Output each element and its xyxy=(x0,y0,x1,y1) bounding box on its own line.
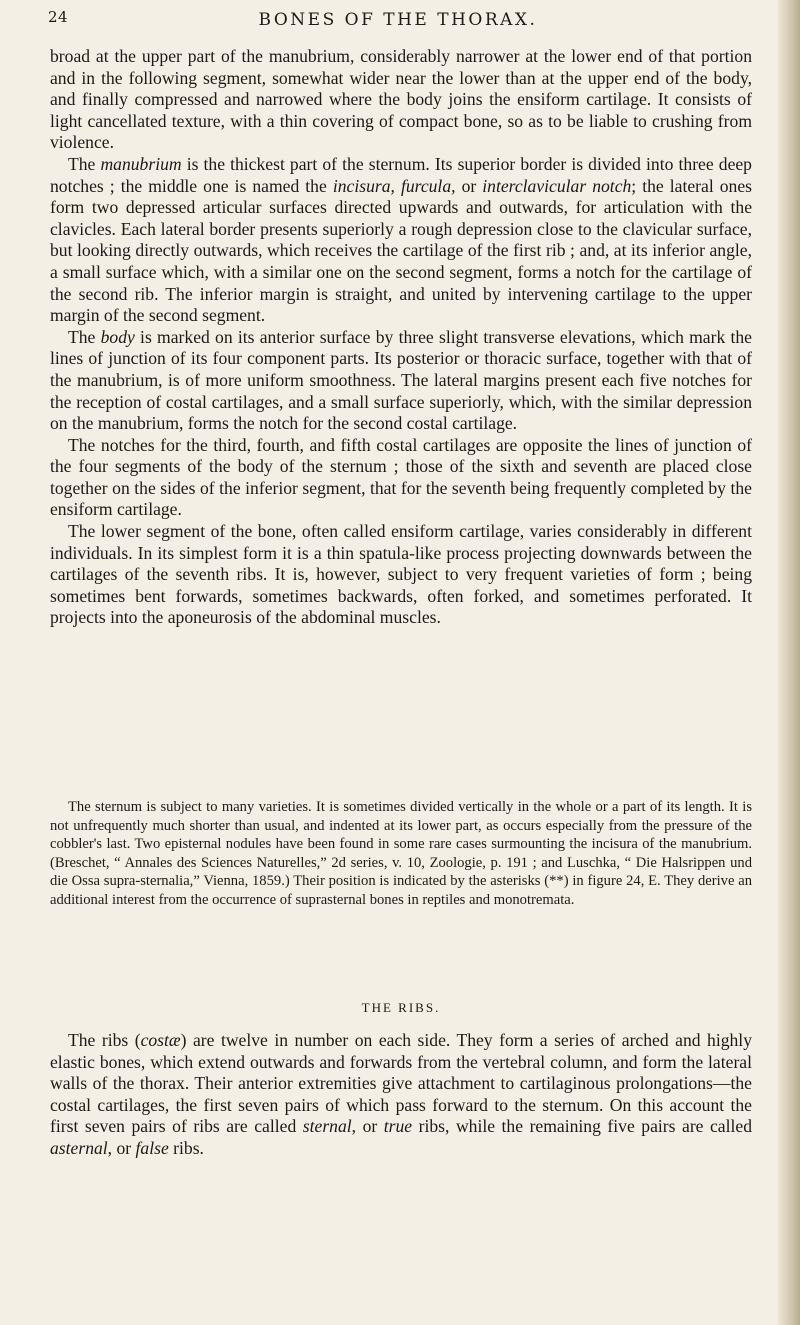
page-number: 24 xyxy=(48,8,69,26)
text-run: , or xyxy=(107,1137,136,1158)
small-print-note xyxy=(50,798,752,910)
text-run: The lower segment of the bone, often called ensiform cartilage, varies considerably in different individuals. In its simplest form it is a thin spatula-like process projecting downwards between the cartilages of the seventh ribs. It is, however, subject to very frequent varieties of form ; being sometimes bent forwards, sometimes backwards, often forked, and sometimes perforated. It projects into the aponeurosis of the abdominal muscles. xyxy=(50,521,752,628)
running-head: BONES OF THE THORAX. xyxy=(258,10,538,30)
italic-term: interclavicular notch xyxy=(482,175,632,196)
italic-term: false xyxy=(135,1137,169,1158)
text-run: ; the lateral ones form two depressed articular surfaces directed upwards and outwards, for articulation with the clavicles. Each lateral border presents superiorly a rough depression close to the clavicular surface, but looking directly outwards, which receives the cartilage of the first rib ; and, at its inferior angle, a small surface which, with a similar one on the second segment, forms a notch for the cartilage of the second rib. The inferior margin is straight, and united by intervening cartilage to the upper margin of the second segment. xyxy=(50,175,752,326)
text-run: The ribs ( xyxy=(68,1030,141,1050)
italic-term: costæ xyxy=(140,1030,181,1050)
text-run: ribs, while the remaining five pairs are called xyxy=(412,1116,753,1137)
text-run: The notches for the third, fourth, and fifth costal cartilages are opposite the lines of junction of the four segments of the body of the sternum ; those of the sixth and seventh are placed close together on the sides of the inferior segment, that for the seventh being frequently completed by the ensiform cartilage. xyxy=(50,434,752,520)
text-run: The xyxy=(68,153,101,174)
italic-term: asternal xyxy=(50,1137,108,1158)
page-header xyxy=(48,8,748,38)
paragraph-notches xyxy=(50,435,752,521)
text-run: , or xyxy=(351,1116,384,1137)
paragraph-ribs xyxy=(50,1030,752,1160)
text-run: or xyxy=(455,175,483,196)
text-run: broad at the upper part of the manubrium, considerably narrower at the lower end of that portion and in the following segment, somewhat wider near the lower than at the upper end of the body, and finally compressed and narrowed where the body joins the ensiform cartilage. It consists of light cancellated texture, with a thin covering of compact bone, so as to be liable to crushing from violence. xyxy=(50,46,752,153)
italic-term: body xyxy=(100,326,135,347)
book-spine-shadow xyxy=(778,0,800,1325)
italic-term: incisura, furcula, xyxy=(332,175,456,196)
italic-term: true xyxy=(383,1116,413,1137)
paragraph-manubrium xyxy=(50,154,752,327)
section-heading: THE RIBS. xyxy=(361,1000,441,1015)
text-run: is marked on its anterior surface by three slight transverse elevations, which mark the lines of junction of its four component parts. Its posterior or thoracic surface, together with that of the manubrium, is of more uniform smoothness. The lateral margins present each five notches for the reception of costal cartilages, and a small surface superiorly, which, with the similar depression on the manubrium, forms the notch for the second costal cartilage. xyxy=(50,326,752,434)
note-paragraph xyxy=(50,798,752,910)
italic-term: manubrium xyxy=(100,153,182,174)
text-run: The xyxy=(68,326,101,347)
text-run: The sternum is subject to many varieties. It is sometimes divided vertically in the whole or a part of its length. It is not unfrequently much shorter than usual, and indented at its lower part, as occurs especially from the pressure of the cobbler's last. Two episternal nodules have been found in some rare cases surmounting the incisura of the manubrium. (Breschet, “ Annales des Sciences Naturelles,” 2d series, v. 10, Zoologie, p. 191 ; and Luschka, “ Die Halsrippen und die Ossa supra-sternalia,” Vienna, 1859.) Their position is indicated by the asterisks (**) in figure 24, E. They derive an additional interest from the occurrence of suprasternal bones in reptiles and monotremata. xyxy=(50,799,752,908)
ribs-text xyxy=(50,1030,752,1160)
italic-term: sternal xyxy=(302,1116,352,1137)
text-run: is the thickest part of the sternum. Its superior border is divided into three deep notches ; the middle one is named the xyxy=(50,153,752,196)
main-text xyxy=(50,46,752,629)
text-run: ) are twelve in number on each side. They form a series of arched and highly elastic bones, which extend outwards and forwards from the vertebral column, and form the lateral walls of the thorax. Their anterior extremities give attachment to cartilaginous prolongations—the costal cartilages, the first seven pairs of which pass forward to the sternum. On this account the first seven pairs of ribs are called xyxy=(50,1030,752,1137)
text-run: ribs. xyxy=(168,1137,204,1158)
paragraph-ensiform xyxy=(50,521,752,629)
paragraph xyxy=(50,46,752,154)
paragraph-body xyxy=(50,327,752,435)
